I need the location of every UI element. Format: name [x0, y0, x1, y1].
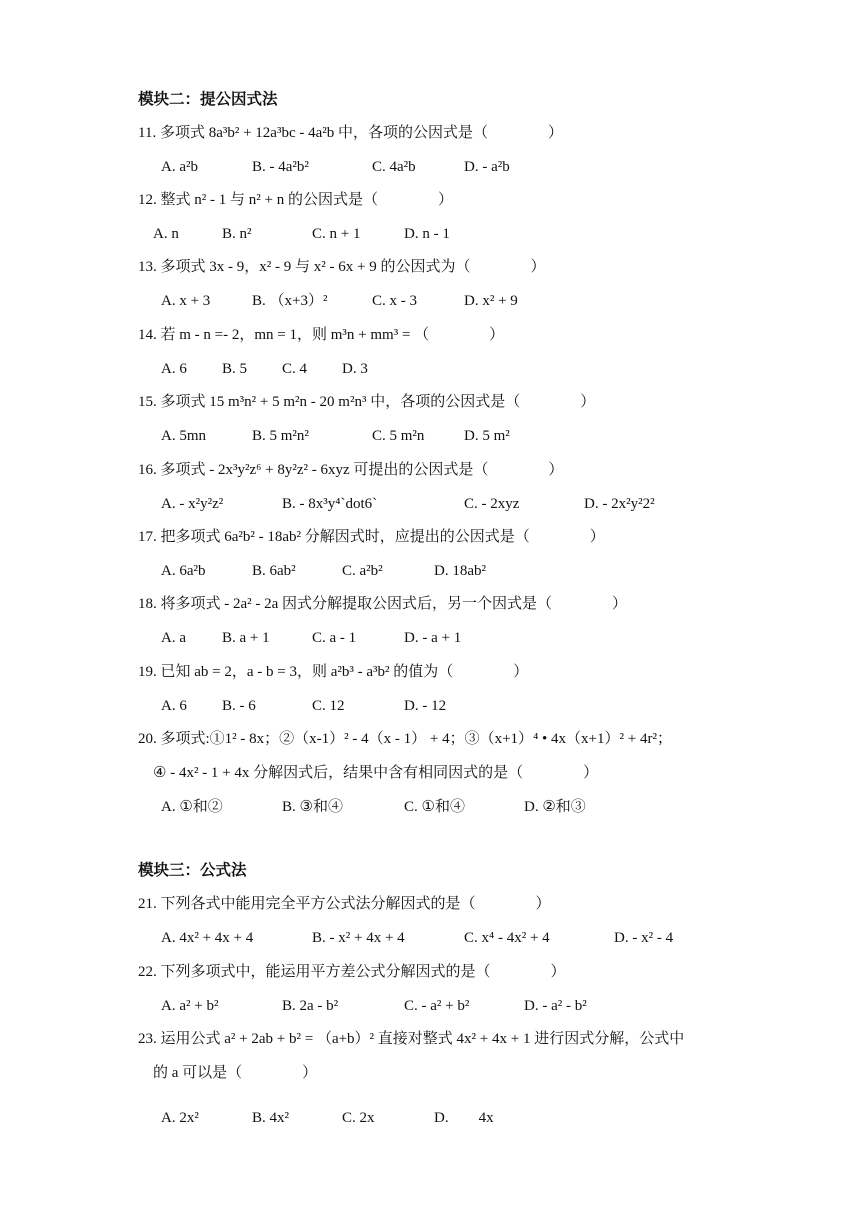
question-stem-21: 21. 下列各式中能用完全平方公式法分解因式的是（ ）: [138, 896, 551, 912]
option-12-b: B. n²: [222, 226, 252, 242]
option-23-d: D. 4x: [434, 1110, 494, 1126]
option-20-b: B. ③和④: [282, 799, 343, 815]
question-stem-14: 14. 若 m - n =- 2，mn = 1，则 m³n + mm³ = （ ）: [138, 327, 505, 343]
option-23-b: B. 4x²: [252, 1110, 290, 1126]
question-stem-23-line2: 的 a 可以是（ ）: [153, 1065, 318, 1081]
option-15-b: B. 5 m²n²: [252, 428, 309, 444]
option-15-c: C. 5 m²n: [372, 428, 425, 444]
option-19-c: C. 12: [312, 698, 345, 714]
option-13-b: B. （x+3）²: [252, 293, 328, 309]
option-20-c: C. ①和④: [404, 799, 465, 815]
question-stem-11: 11. 多项式 8a³b² + 12a³bc - 4a²b 中，各项的公因式是（ ）: [138, 125, 564, 141]
option-17-a: A. 6a²b: [161, 563, 206, 579]
option-17-b: B. 6ab²: [252, 563, 296, 579]
option-13-c: C. x - 3: [372, 293, 417, 309]
option-19-b: B. - 6: [222, 698, 256, 714]
option-11-d: D. - a²b: [464, 159, 510, 175]
option-12-a: A. n: [153, 226, 179, 242]
question-stem-15: 15. 多项式 15 m³n² + 5 m²n - 20 m²n³ 中，各项的公因式是（ ）: [138, 394, 596, 410]
option-19-d: D. - 12: [404, 698, 447, 714]
option-23-c: C. 2x: [342, 1110, 375, 1126]
question-stem-20-line2: ④ - 4x² - 1 + 4x 分解因式后，结果中含有相同因式的是（ ）: [153, 765, 599, 781]
question-stem-23: 23. 运用公式 a² + 2ab + b² = （a+b）² 直接对整式 4x² + 4x + 1 进行因式分解，公式中: [138, 1031, 685, 1047]
section-title: 模块三：公式法: [138, 862, 247, 879]
option-18-d: D. - a + 1: [404, 630, 462, 646]
question-stem-22: 22. 下列多项式中，能运用平方差公式分解因式的是（ ）: [138, 964, 566, 980]
option-19-a: A. 6: [161, 698, 187, 714]
question-stem-13: 13. 多项式 3x - 9，x² - 9 与 x² - 6x + 9 的公因式为（ ）: [138, 259, 546, 275]
option-16-b: B. - 8x³y⁴`dot6`: [282, 496, 378, 512]
option-16-a: A. - x²y²z²: [161, 496, 224, 512]
option-18-a: A. a: [161, 630, 186, 646]
option-21-b: B. - x² + 4x + 4: [312, 930, 405, 946]
option-22-a: A. a² + b²: [161, 998, 219, 1014]
option-14-c: C. 4: [282, 361, 308, 377]
option-15-a: A. 5mn: [161, 428, 206, 444]
question-stem-16: 16. 多项式 - 2x³y²z⁶ + 8y²z² - 6xyz 可提出的公因式是（ ）: [138, 462, 564, 478]
option-12-d: D. n - 1: [404, 226, 450, 242]
option-17-c: C. a²b²: [342, 563, 383, 579]
question-stem-18: 18. 将多项式 - 2a² - 2a 因式分解提取公因式后，另一个因式是（ ）: [138, 596, 628, 612]
option-11-b: B. - 4a²b²: [252, 159, 309, 175]
option-15-d: D. 5 m²: [464, 428, 510, 444]
question-stem-20: 20. 多项式:①1² - 8x；②（x-1）² - 4（x - 1） + 4；③（x+1）⁴ • 4x（x+1）² + 4r²；: [138, 731, 672, 747]
question-stem-12: 12. 整式 n² - 1 与 n² + n 的公因式是（ ）: [138, 192, 453, 208]
option-23-a: A. 2x²: [161, 1110, 199, 1126]
option-21-c: C. x⁴ - 4x² + 4: [464, 930, 550, 946]
section-title: 模块二：提公因式法: [138, 91, 278, 108]
option-20-d: D. ②和③: [524, 799, 586, 815]
option-13-d: D. x² + 9: [464, 293, 518, 309]
question-stem-19: 19. 已知 ab = 2，a - b = 3，则 a²b³ - a³b² 的值为（ ）: [138, 664, 529, 680]
option-17-d: D. 18ab²: [434, 563, 486, 579]
option-20-a: A. ①和②: [161, 799, 223, 815]
option-22-c: C. - a² + b²: [404, 998, 470, 1014]
option-18-b: B. a + 1: [222, 630, 270, 646]
option-14-b: B. 5: [222, 361, 248, 377]
option-21-a: A. 4x² + 4x + 4: [161, 930, 254, 946]
option-21-d: D. - x² - 4: [614, 930, 674, 946]
option-14-a: A. 6: [161, 361, 187, 377]
option-18-c: C. a - 1: [312, 630, 357, 646]
option-22-b: B. 2a - b²: [282, 998, 339, 1014]
option-12-c: C. n + 1: [312, 226, 361, 242]
option-11-c: C. 4a²b: [372, 159, 416, 175]
option-22-d: D. - a² - b²: [524, 998, 587, 1014]
option-13-a: A. x + 3: [161, 293, 211, 309]
question-stem-17: 17. 把多项式 6a²b² - 18ab² 分解因式时，应提出的公因式是（ ）: [138, 529, 605, 545]
option-11-a: A. a²b: [161, 159, 198, 175]
option-16-c: C. - 2xyz: [464, 496, 520, 512]
option-14-d: D. 3: [342, 361, 368, 377]
option-16-d: D. - 2x²y²2²: [584, 496, 655, 512]
